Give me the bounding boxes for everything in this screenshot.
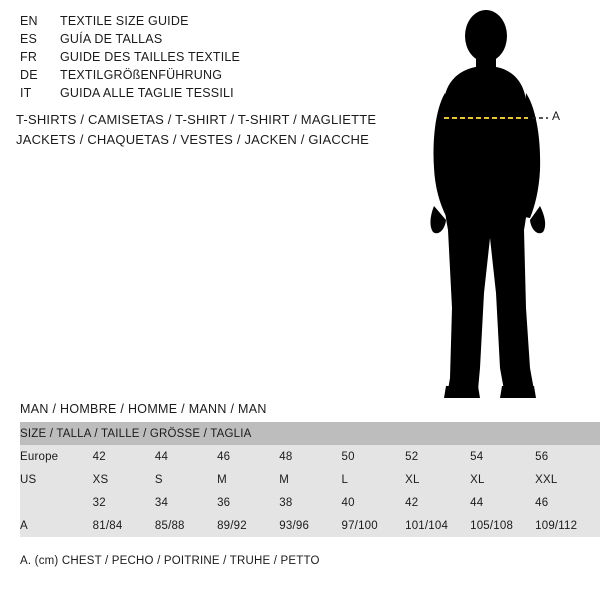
table-cell: 42 [93, 445, 155, 468]
table-cell: 50 [341, 445, 405, 468]
table-row [20, 514, 600, 537]
table-cell: 109/112 [535, 514, 600, 537]
legend-language-text: TEXTILGRÖßENFÜHRUNG [60, 68, 223, 82]
table-cell: 54 [470, 445, 535, 468]
table-cell: 89/92 [217, 514, 279, 537]
table-cell: 85/88 [155, 514, 217, 537]
table-cell: 36 [217, 491, 279, 514]
size-table-section [0, 402, 600, 567]
legend-row [20, 32, 380, 50]
table-cell: S [155, 468, 217, 491]
table-cell: 93/96 [279, 514, 341, 537]
table-cell: M [217, 468, 279, 491]
row-label: US [20, 468, 93, 491]
table-row [20, 491, 600, 514]
table-cell: M [279, 468, 341, 491]
table-cell: 32 [93, 491, 155, 514]
legend-language-text: TEXTILE SIZE GUIDE [60, 14, 189, 28]
table-cell: 44 [155, 445, 217, 468]
table-cell: 52 [405, 445, 470, 468]
table-cell: 38 [279, 491, 341, 514]
legend-language-code: FR [20, 50, 38, 64]
legend-row [20, 50, 380, 68]
table-cell: XL [470, 468, 535, 491]
table-cell: 44 [470, 491, 535, 514]
table-header-row [20, 422, 600, 445]
size-table-title: MAN / HOMBRE / HOMME / MANN / MAN [20, 402, 267, 416]
table-cell: 42 [405, 491, 470, 514]
legend-language-text: GUIDE DES TAILLES TEXTILE [60, 50, 241, 64]
table-cell: XL [405, 468, 470, 491]
table-cell: 34 [155, 491, 217, 514]
table-cell: L [341, 468, 405, 491]
table-cell: 97/100 [341, 514, 405, 537]
table-cell: 56 [535, 445, 600, 468]
legend-row [20, 14, 380, 32]
male-figure-illustration [400, 8, 600, 408]
size-table [20, 422, 600, 537]
table-row [20, 468, 600, 491]
table-cell: 40 [341, 491, 405, 514]
table-cell: XS [93, 468, 155, 491]
row-label [20, 491, 93, 514]
table-cell: 81/84 [93, 514, 155, 537]
table-footnote: A. (cm) CHEST / PECHO / POITRINE / TRUHE / PETTO [20, 555, 320, 567]
row-label: A [20, 514, 93, 537]
legend-language-text: GUÍA DE TALLAS [60, 32, 163, 46]
table-cell: 101/104 [405, 514, 470, 537]
chest-measure-callout-label: A [552, 109, 561, 123]
legend-row [20, 86, 380, 104]
table-cell: 46 [535, 491, 600, 514]
figure-silhouette-icon [400, 8, 600, 408]
legend-language-code: IT [20, 86, 32, 100]
language-legend [20, 14, 380, 104]
row-label: Europe [20, 445, 93, 468]
legend-language-text: GUIDA ALLE TAGLIE TESSILI [60, 86, 234, 100]
table-cell: 46 [217, 445, 279, 468]
garment-line-tshirts: T-SHIRTS / CAMISETAS / T-SHIRT / T-SHIRT / MAGLIETTE [16, 112, 377, 127]
table-cell: XXL [535, 468, 600, 491]
legend-row [20, 68, 380, 86]
garment-line-jackets: JACKETS / CHAQUETAS / VESTES / JACKEN / GIACCHE [16, 132, 370, 147]
table-cell: 48 [279, 445, 341, 468]
table-cell: 105/108 [470, 514, 535, 537]
garment-categories [16, 110, 416, 150]
table-header-label: SIZE / TALLA / TAILLE / GRÖSSE / TAGLIA [20, 427, 252, 440]
legend-language-code: DE [20, 68, 38, 82]
table-row [20, 445, 600, 468]
legend-language-code: EN [20, 14, 38, 28]
legend-language-code: ES [20, 32, 38, 46]
